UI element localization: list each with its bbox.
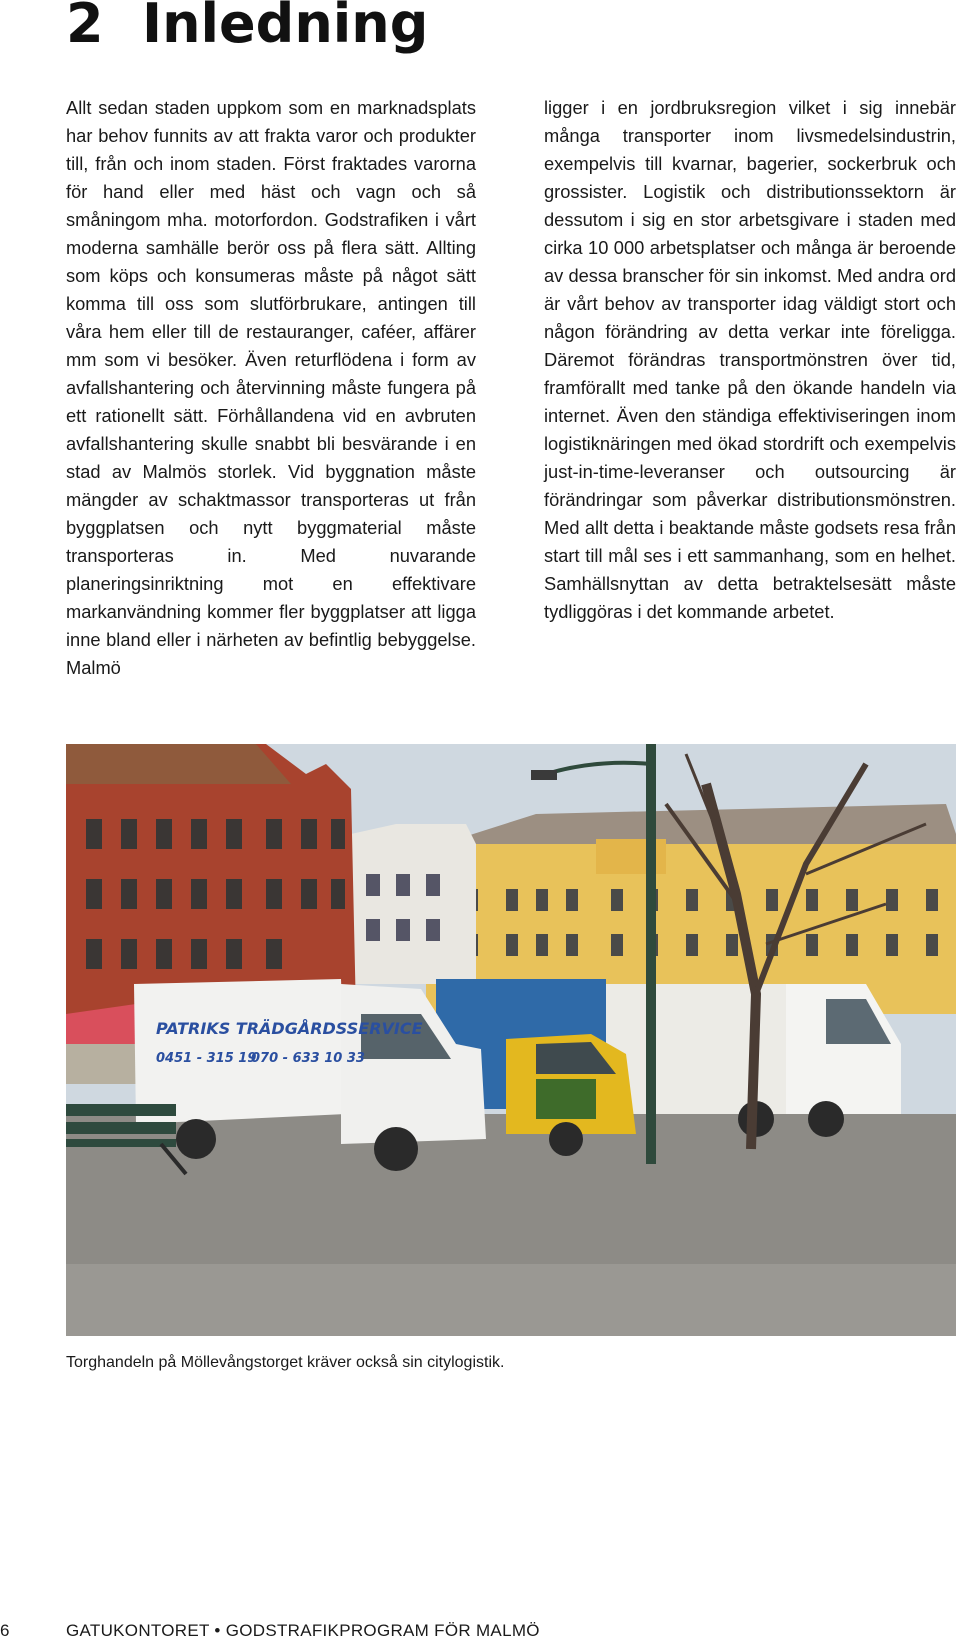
white-building [351, 824, 476, 984]
truck-phone-2: 070 - 633 10 33 [251, 1051, 365, 1066]
truck-phone-1: 0451 - 315 19 [156, 1051, 257, 1066]
footer-title: GATUKONTORET • GODSTRAFIKPROGRAM FÖR MALMÖ [66, 1621, 540, 1640]
body-column-right: ligger i en jordbruksregion vilket i sig innebär många transporter inom livsmedelsindustrin, exempelvis till kvarnar, bagerier, sockerbruk och grossister. Logistik och distributionssektorn är dessutom i sig en stor arbetsgivare i staden med cirka 10 000 arbetsplatser och många är beroende av dessa branscher för sin inkomst. Med andra ord är vårt behov av transporter idag väldigt stort och någon förändring av detta verkar inte föreligga. Däremot förändras transportmönstren över tid, framförallt med tanke på den ökande handeln via internet. Även den ständiga effektiviseringen inom logistiknäringen med ökad stordrift och exempelvis just-in-time-leveranser och outsourcing är förändringar som påverkar distributionsmönstren. Med allt detta i beaktande måste godsets resa från start till mål ses i ett sammanhang, som en helhet. Samhällsnyttan av detta betraktelsesätt måste tydliggöras i det kommande arbetet. [544, 97, 956, 622]
market-square-photo [66, 744, 956, 1336]
chapter-heading [66, 0, 428, 56]
photo-caption: Torghandeln på Möllevångstorget kräver också sin citylogistik. [66, 1354, 505, 1371]
body-column-left: Allt sedan staden uppkom som en marknadsplats har behov funnits av att frakta varor och produkter till, från och inom staden. Först fraktades varorna för hand eller med häst och vagn och så småningom mha. motorfordon. Godstrafiken i vårt moderna samhälle berör oss på flera sätt. Allting som köps och konsumeras måste på något sätt komma till oss som slutförbrukare, antingen till våra hem eller till de restauranger, caféer, affärer mm som vi besöker. Även returflödena i form av avfallshantering och återvinning måste fungera på ett rationellt sätt. Förhållandena vid en avbruten avfallshantering skulle snabbt bli besvärande i en stad av Malmös storlek. Vid byggnation måste mängder av schaktmassor transporteras ut från byggplatsen och nytt byggmaterial måste transporteras in. Med nuvarande planeringsinriktning mot en effektivare markanvändning kommer fler byggplatser att ligga inne bland eller i närheten av befintlig bebyggelse. Malmö [66, 97, 476, 678]
brick-building [66, 744, 356, 1014]
pavement [66, 1264, 956, 1336]
chapter-number: 2 [66, 0, 104, 55]
market-stall [66, 1004, 136, 1084]
chapter-title: Inledning [142, 0, 429, 55]
truck-sign-text: PATRIKS TRÄDGÅRDSSERVICE [156, 1019, 423, 1038]
page-number: 6 [0, 1621, 10, 1640]
photo-illustration [66, 744, 956, 1336]
